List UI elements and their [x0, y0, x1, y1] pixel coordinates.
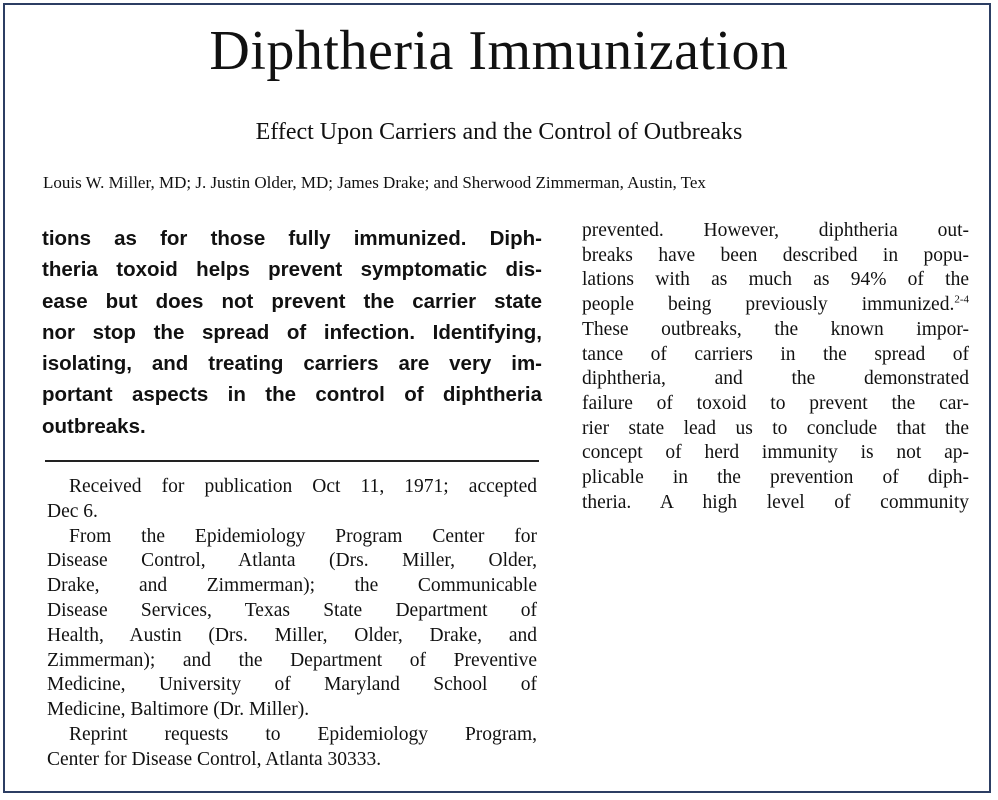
footnote-line: Dec 6. — [47, 500, 98, 522]
article-subtitle: Effect Upon Carriers and the Control of Outbreaks — [255, 119, 743, 145]
footnote-line: Reprint requests to Epidemiology Program, — [69, 723, 537, 745]
footnote-line: Received for publication Oct 11, 1971; accepted — [69, 476, 537, 497]
footnote-line: Medicine, Baltimore (Dr. Miller). — [47, 699, 310, 721]
abstract-line: tions as for those fully immunized. Diph- — [42, 227, 542, 250]
body-line: lations with as much as 94% of the — [582, 269, 969, 291]
footnote-line: From the Epidemiology Program Center for — [69, 525, 537, 547]
footnote-line: Drake, and Zimmerman); the Communicable — [47, 575, 537, 597]
abstract-line: portant aspects in the control of diphtheria — [42, 383, 542, 407]
abstract-block — [42, 223, 542, 442]
abstract-line: outbreaks. — [42, 414, 146, 438]
body-line: breaks have been described in popu- — [582, 244, 969, 266]
body-line: concept of herd immunity is not ap- — [582, 442, 969, 464]
footnote-line: Medicine, University of Maryland School of — [47, 674, 537, 696]
article-title: Diphtheria Immunization — [209, 20, 789, 82]
author-line: Louis W. Miller, MD; J. Justin Older, MD; James Drake; and Sherwood Zimmerman, Austin, Tex — [43, 173, 706, 192]
body-line: plicable in the prevention of diph- — [582, 467, 969, 489]
body-line-text: people being previously immunized. — [582, 294, 955, 316]
body-line: failure of toxoid to prevent the car- — [582, 392, 969, 414]
footnote-divider — [45, 460, 539, 462]
footnote-line: Zimmerman); and the Department of Preventive — [47, 649, 537, 671]
body-line: These outbreaks, the known impor- — [582, 318, 969, 340]
reference-superscript: 2-4 — [954, 293, 969, 306]
body-line: prevented. However, diphtheria out- — [582, 220, 969, 241]
body-text-column — [582, 219, 969, 515]
abstract-line: nor stop the spread of infection. Identifying, — [42, 320, 542, 344]
abstract-line: isolating, and treating carriers are very im- — [42, 352, 542, 376]
body-line: tance of carriers in the spread of — [582, 343, 969, 365]
footnote-line: Disease Services, Texas State Department of — [47, 599, 537, 621]
footnote-line: Health, Austin (Drs. Miller, Older, Drake, and — [47, 624, 537, 646]
footnote-line: Center for Disease Control, Atlanta 30333. — [47, 748, 382, 770]
body-line: theria. A high level of community — [582, 491, 969, 513]
abstract-line: theria toxoid helps prevent symptomatic dis- — [42, 258, 542, 282]
footnote-block — [47, 475, 537, 773]
body-line: diphtheria, and the demonstrated — [582, 368, 969, 390]
page-frame — [3, 3, 991, 793]
body-line-with-reference — [582, 293, 969, 318]
footnote-line: Disease Control, Atlanta (Drs. Miller, Older, — [47, 550, 537, 572]
body-line: rier state lead us to conclude that the — [582, 417, 969, 439]
abstract-line: ease but does not prevent the carrier state — [42, 289, 542, 313]
